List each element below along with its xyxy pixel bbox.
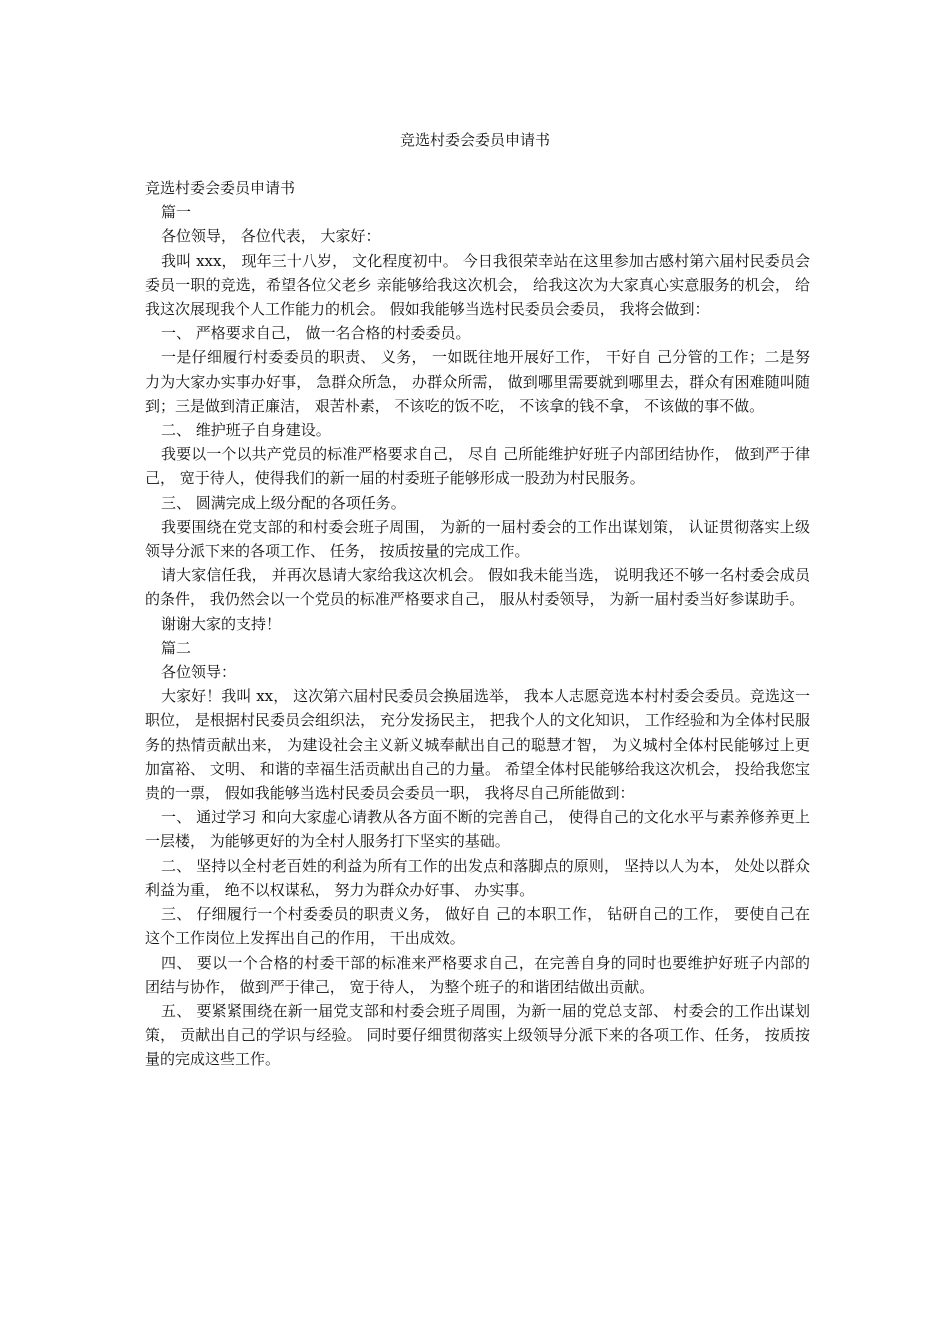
paragraph: 我要围绕在党支部的和村委会班子周围， 为新的一届村委会的工作出谋划策， 认证贯彻落实上级领导分派下来的各项工作、 任务， 按质按量的完成工作。	[145, 517, 810, 561]
document-title: 竞选村委会委员申请书	[399, 131, 550, 149]
paragraph: 一是仔细履行村委委员的职责、 义务， 一如既往地开展好工作， 干好自 己分管的工作；二是努力为大家办实事办好事， 急群众所急， 办群众所需， 做到哪里需要就到哪里去，群众有困难随叫随到；三是做到清正廉洁， 艰苦朴素， 不该吃的饭不吃， 不该拿的钱不拿， 不该做的事不做。	[145, 348, 810, 415]
document-subtitle: 竞选村委会委员申请书	[145, 179, 296, 197]
paragraph: 二、 维护班子自身建设。	[161, 421, 331, 440]
paragraph: 一、 严格要求自己， 做一名合格的村委委员。	[161, 324, 471, 343]
paragraph: 三、 圆满完成上级分配的各项任务。	[161, 493, 406, 512]
paragraph: 三、 仔细履行一个村委委员的职责义务， 做好自 己的本职工作， 钻研自己的工作， 要使自己在这个工作岗位上发挥出自己的作用， 干出成效。	[145, 905, 810, 948]
paragraph: 四、 要以一个合格的村委干部的标准来严格要求自己，在完善自身的同时也要维护好班子内部的团结与协作， 做到严于律己， 宽于待人， 为整个班子的和谐团结做出贡献。	[145, 953, 810, 996]
paragraph: 大家好！我叫 xx， 这次第六届村民委员会换届选举， 我本人志愿竞选本村村委会委员。竞选这一职位， 是根据村民委员会组织法， 充分发扬民主， 把我个人的文化知识， 工作经验和为全体村民服务的热情贡献出来， 为建设社会主义新义城奉献出自己的聪慧才智， 为义城村全体村民能够过上更加富裕、 文明、 和谐的幸福生活贡献出自己的力量。 希望全体村民能够给我这次机会， 投给我您宝贵的一票， 假如我能够当选村民委员会委员一职， 我将尽自己所能做到：	[145, 687, 810, 803]
paragraph: 我要以一个以共产党员的标准严格要求自己， 尽自 己所能维护好班子内部团结协作， 做到严于律己， 宽于待人，使得我们的新一届的村委班子能够形成一股劲为村民服务。	[145, 445, 810, 488]
paragraph: 篇一	[161, 203, 192, 222]
paragraph: 二、 坚持以全村老百姓的利益为所有工作的出发点和落脚点的原则， 坚持以人为本， 处处以群众利益为重， 绝不以权谋私， 努力为群众办好事、 办实事。	[145, 856, 810, 899]
paragraph: 各位领导， 各位代表， 大家好：	[161, 227, 381, 246]
paragraph: 一、 通过学习 和向大家虚心请教从各方面不断的完善自己， 使得自己的文化水平与素养修养更上一层楼， 为能够更好的为全村人服务打下坚实的基础。	[145, 808, 810, 851]
document-body	[145, 176, 810, 1072]
paragraph: 请大家信任我， 并再次恳请大家给我这次机会。 假如我未能当选， 说明我还不够一名村委会成员的条件， 我仍然会以一个党员的标准严格要求自己， 服从村委领导， 为新一届村委当好参谋助手。	[145, 566, 810, 609]
paragraph: 篇二	[161, 638, 192, 657]
paragraph: 谢谢大家的支持！	[161, 614, 282, 633]
paragraph: 各位领导：	[161, 663, 237, 682]
paragraph: 我叫 xxx， 现年三十八岁， 文化程度初中。 今日我很荣幸站在这里参加古感村第六届村民委员会委员一职的竞选，希望各位父老乡 亲能够给我这次机会， 给我这次为大家真心实意服务的机会， 给我这次展现我个人工作能力的机会。 假如我能够当选村民委员会委员， 我将会做到：	[145, 251, 810, 319]
paragraph: 五、 要紧紧围绕在新一届党支部和村委会班子周围，为新一届的党总支部、 村委会的工作出谋划策， 贡献出自己的学识与经验。 同时要仔细贯彻落实上级领导分派下来的各项工作、任务， 按质按量的完成这些工作。	[145, 1001, 810, 1069]
